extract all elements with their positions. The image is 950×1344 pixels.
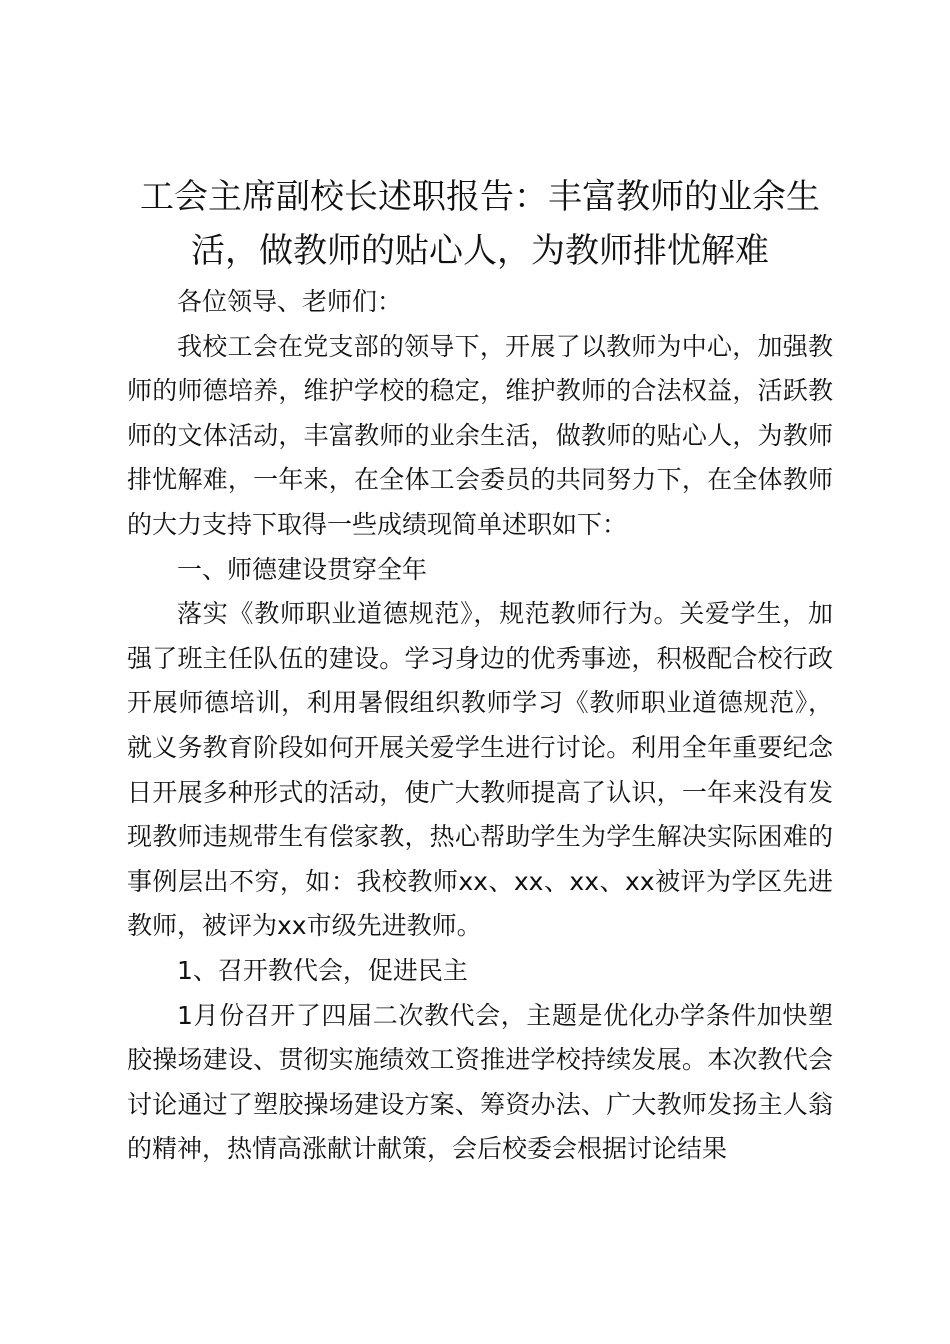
subsection-heading-1: 1、召开教代会，促进民主 [177,955,468,985]
document-title: 工会主席副校长述职报告：丰富教师的业余生活，做教师的贴心人，为教师排忧解难 [140,177,820,271]
salutation: 各位领导、老师们： [177,287,403,316]
section-heading-1: 一、师德建设贯穿全年 [177,554,428,584]
document-body [127,170,833,1172]
paragraph-congress: 1月份召开了四届二次教代会，主题是优化办学条件加快塑胶操场建设、贯彻实施绩效工资推进学校持续发展。本次教代会讨论通过了塑胶操场建设方案、筹资办法、广大教师发扬主人翁的精神，热情高涨献计献策，会后校委会根据讨论结果 [127,1000,833,1164]
paragraph-ethics: 落实《教师职业道德规范》，规范教师行为。关爱学生，加强了班主任队伍的建设。学习身边的优秀事迹，积极配合校行政开展师德培训，利用暑假组织教师学习《教师职业道德规范》，就义务教育阶段如何开展关爱学生进行讨论。利用全年重要纪念日开展多种形式的活动，使广大教师提高了认识，一年来没有发现教师违规带生有偿家教，热心帮助学生为学生解决实际困难的事例层出不穷，如：我校教师xx、xx、xx、xx被评为学区先进教师，被评为xx市级先进教师。 [127,599,833,941]
paragraph-intro: 我校工会在党支部的领导下，开展了以教师为中心，加强教师的师德培养，维护学校的稳定，维护教师的合法权益，活跃教师的文体活动，丰富教师的业余生活，做教师的贴心人，为教师排忧解难，一年来，在全体工会委员的共同努力下，在全体教师的大力支持下取得一些成绩现简单述职如下： [127,331,833,539]
